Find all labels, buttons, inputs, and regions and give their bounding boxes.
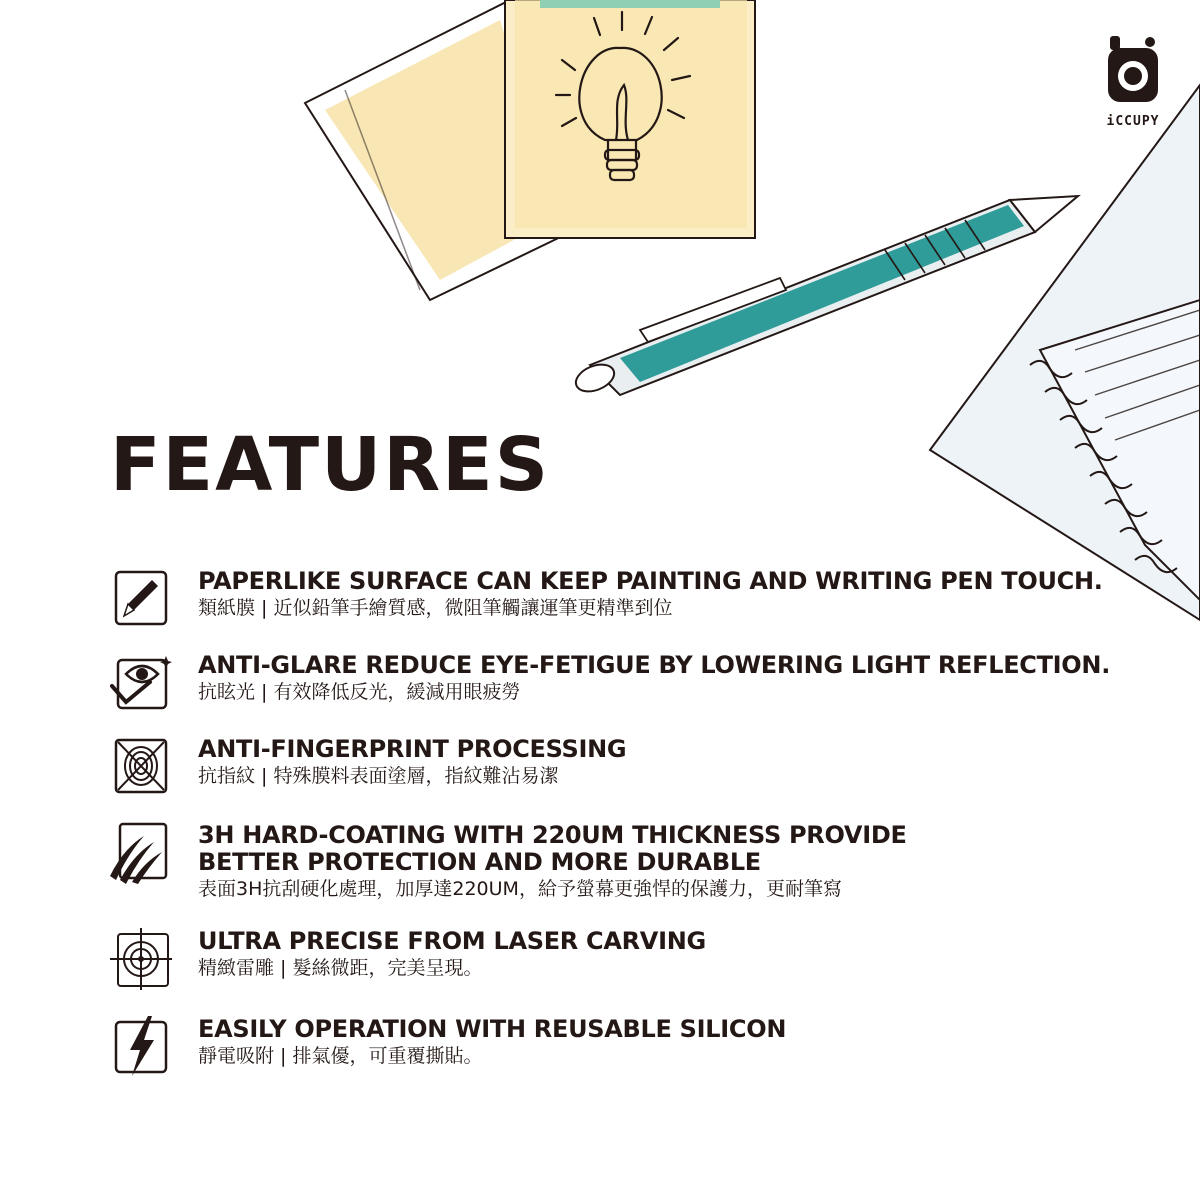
lightning-icon: [110, 1016, 172, 1078]
feature-title: ULTRA PRECISE FROM LASER CARVING: [198, 927, 706, 955]
pencil-icon: [110, 568, 172, 630]
feature-title: ANTI-GLARE REDUCE EYE-FETIGUE BY LOWERING LIGHT REFLECTION.: [198, 651, 1111, 679]
feature-title: EASILY OPERATION WITH REUSABLE SILICON: [198, 1015, 787, 1043]
crosshair-icon: [110, 928, 172, 990]
brand-logo: [1088, 30, 1178, 129]
feature-title: PAPERLIKE SURFACE CAN KEEP PAINTING AND WRITING PEN TOUCH.: [198, 567, 1103, 595]
feature-title: 3H HARD-COATING WITH 220UM THICKNESS PROVIDE: [198, 821, 907, 849]
feature-description: 精緻雷雕 | 髮絲微距，完美呈現。: [198, 957, 483, 979]
feature-description: 靜電吸附 | 排氣優，可重覆撕貼。: [198, 1045, 483, 1067]
page-title: FEATURES: [110, 422, 551, 508]
brand-name: iCCUPY: [1106, 114, 1160, 129]
notebook-paper: [930, 85, 1200, 620]
feature-description: 抗指紋 | 特殊膜料表面塗層，指紋難沾易潔: [198, 765, 559, 787]
feature-description: 類紙膜 | 近似鉛筆手繪質感，微阻筆觸讓運筆更精準到位: [198, 597, 673, 619]
feature-description: 抗眩光 | 有效降低反光，緩減用眼疲勞: [198, 681, 521, 703]
fingerprint-icon: [110, 736, 172, 798]
feature-title-line2: BETTER PROTECTION AND MORE DURABLE: [198, 848, 761, 876]
feature-description: 表面3H抗刮硬化處理，加厚達220UM，給予螢幕更強悍的保護力，更耐筆寫: [198, 878, 842, 900]
feature-title: ANTI-FINGERPRINT PROCESSING: [198, 735, 627, 763]
eye-check-icon: [110, 652, 172, 714]
camera-logo-icon: [1088, 30, 1178, 114]
sticky-note-front: [505, 0, 755, 238]
scratch-icon: [110, 822, 172, 884]
